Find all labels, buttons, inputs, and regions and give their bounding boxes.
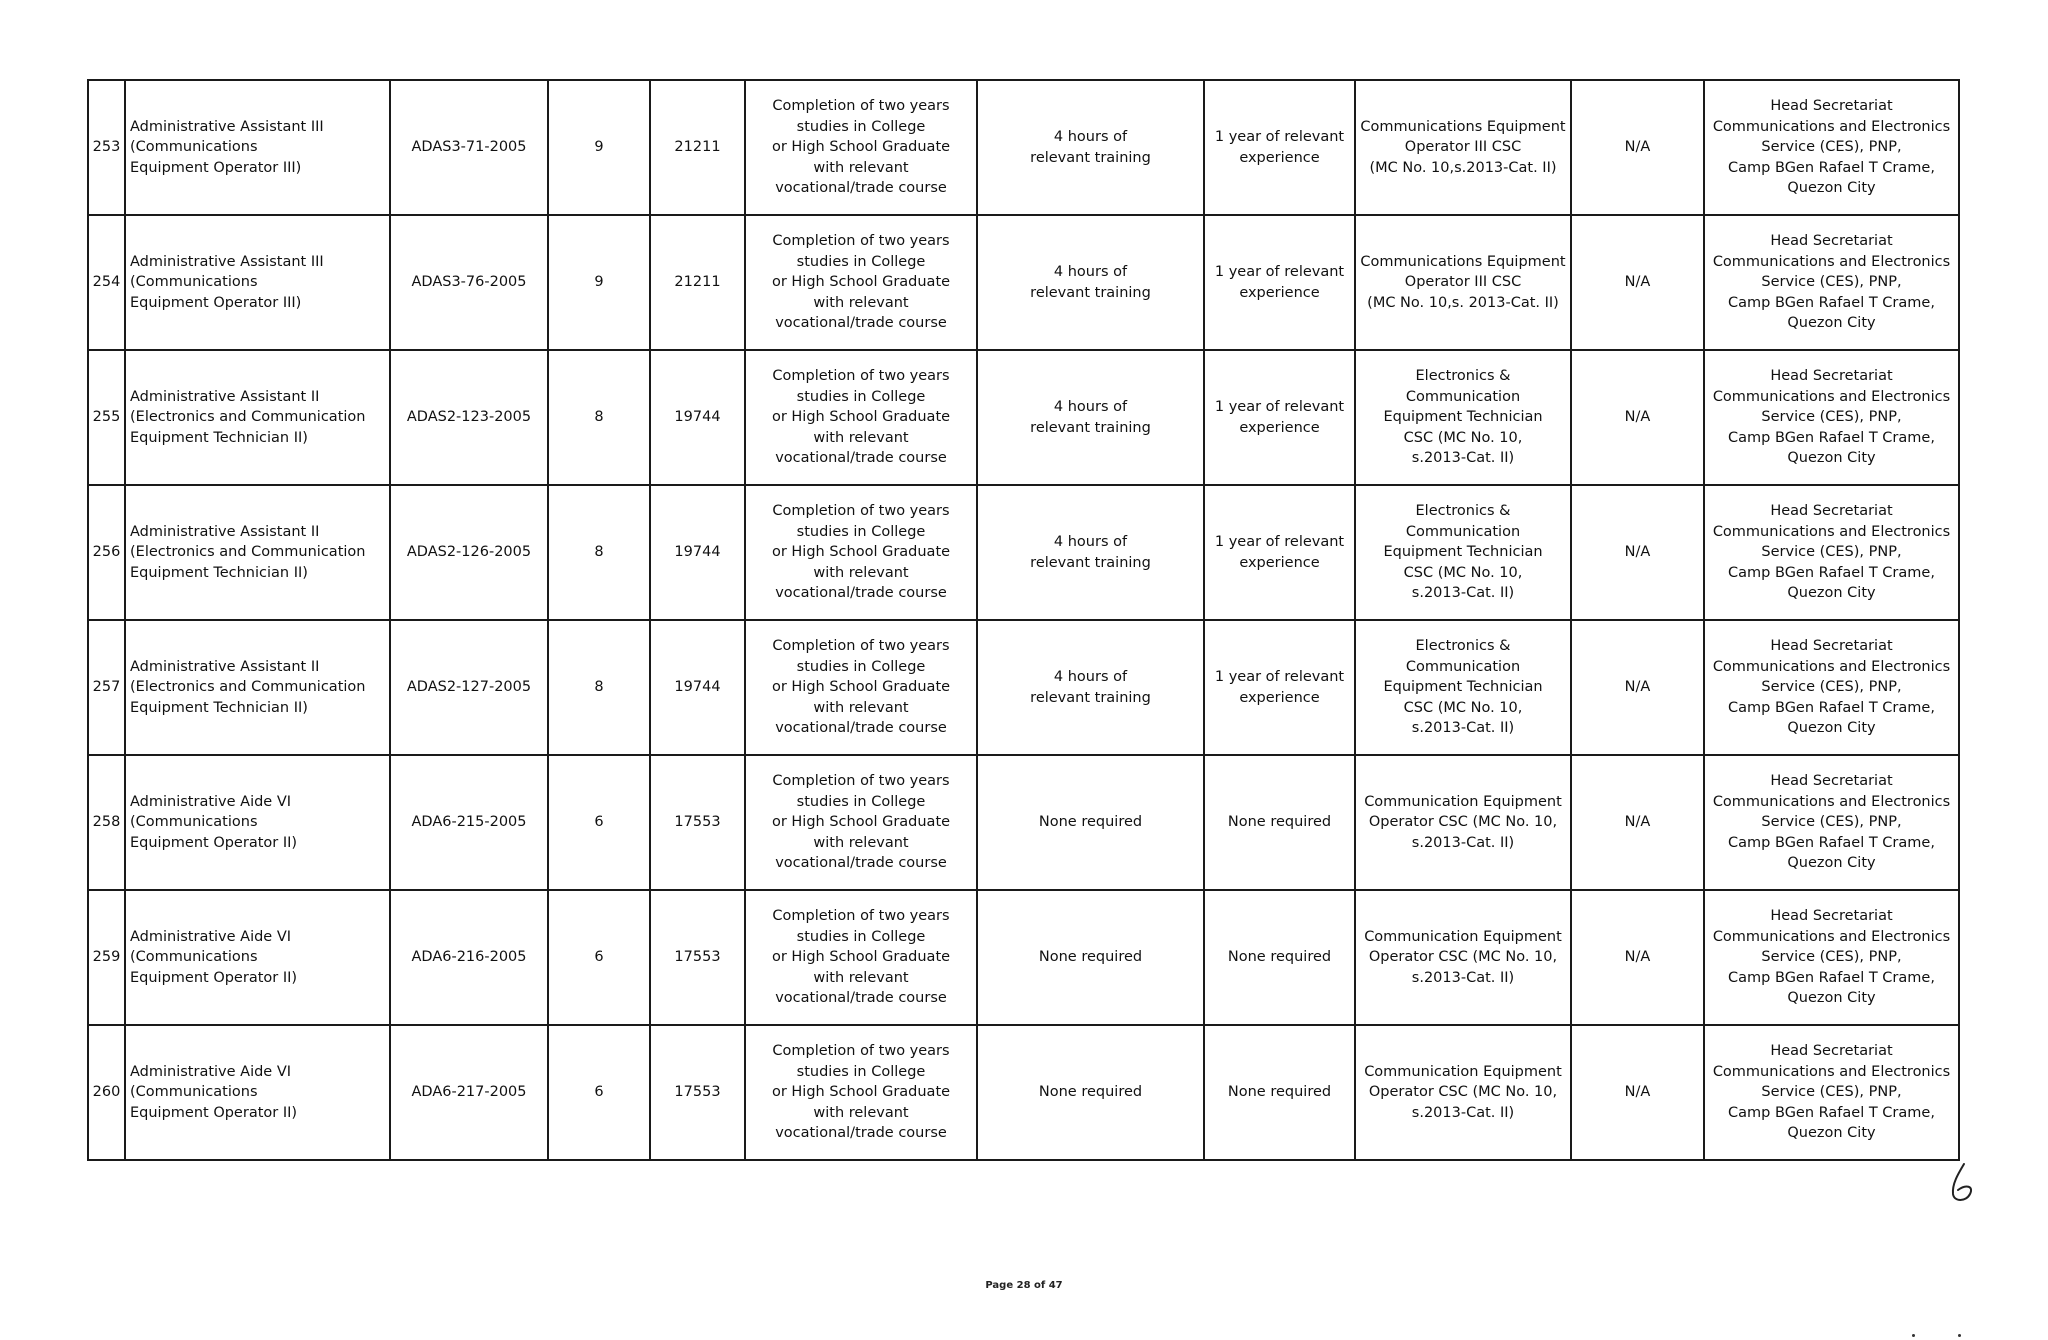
eligibility-requirement: Communications Equipment Operator III CSC (MC No. 10,s. 2013-Cat. II) [1355,215,1571,350]
item-number: ADA6-216-2005 [390,890,548,1025]
row-number: 255 [88,350,125,485]
handwritten-initial-icon [1944,1160,1980,1206]
training-requirement: None required [977,890,1204,1025]
position-title: Administrative Aide VI (Communications Equipment Operator II) [125,755,390,890]
experience-requirement: 1 year of relevant experience [1204,620,1355,755]
place-of-assignment: Head Secretariat Communications and Electronics Service (CES), PNP, Camp BGen Rafael T Crame, Quezon City [1704,350,1959,485]
eligibility-requirement: Electronics & Communication Equipment Technician CSC (MC No. 10, s.2013-Cat. II) [1355,485,1571,620]
salary-grade: 8 [548,485,650,620]
position-title: Administrative Assistant II (Electronics and Communication Equipment Technician II) [125,620,390,755]
monthly-salary: 19744 [650,485,745,620]
row-number: 258 [88,755,125,890]
education-requirement: Completion of two years studies in College or High School Graduate with relevant vocational/trade course [745,620,977,755]
salary-grade: 8 [548,350,650,485]
experience-requirement: 1 year of relevant experience [1204,485,1355,620]
competency: N/A [1571,215,1704,350]
row-number: 260 [88,1025,125,1160]
place-of-assignment: Head Secretariat Communications and Electronics Service (CES), PNP, Camp BGen Rafael T Crame, Quezon City [1704,80,1959,215]
training-requirement: 4 hours of relevant training [977,485,1204,620]
position-title: Administrative Assistant III (Communications Equipment Operator III) [125,215,390,350]
position-title: Administrative Aide VI (Communications Equipment Operator II) [125,1025,390,1160]
item-number: ADAS2-123-2005 [390,350,548,485]
education-requirement: Completion of two years studies in College or High School Graduate with relevant vocational/trade course [745,215,977,350]
salary-grade: 6 [548,890,650,1025]
row-number: 257 [88,620,125,755]
position-title: Administrative Aide VI (Communications Equipment Operator II) [125,890,390,1025]
competency: N/A [1571,350,1704,485]
page-number: Page 28 of 47 [985,1280,1063,1291]
competency: N/A [1571,620,1704,755]
row-number: 253 [88,80,125,215]
experience-requirement: 1 year of relevant experience [1204,215,1355,350]
monthly-salary: 17553 [650,890,745,1025]
competency: N/A [1571,485,1704,620]
eligibility-requirement: Communication Equipment Operator CSC (MC No. 10, s.2013-Cat. II) [1355,755,1571,890]
education-requirement: Completion of two years studies in College or High School Graduate with relevant vocational/trade course [745,755,977,890]
place-of-assignment: Head Secretariat Communications and Electronics Service (CES), PNP, Camp BGen Rafael T Crame, Quezon City [1704,620,1959,755]
monthly-salary: 21211 [650,80,745,215]
item-number: ADAS2-126-2005 [390,485,548,620]
education-requirement: Completion of two years studies in College or High School Graduate with relevant vocational/trade course [745,485,977,620]
monthly-salary: 21211 [650,215,745,350]
table-row [88,80,1959,215]
training-requirement: 4 hours of relevant training [977,215,1204,350]
place-of-assignment: Head Secretariat Communications and Electronics Service (CES), PNP, Camp BGen Rafael T Crame, Quezon City [1704,755,1959,890]
competency: N/A [1571,755,1704,890]
experience-requirement: None required [1204,890,1355,1025]
scan-speck [1912,1334,1915,1337]
experience-requirement: None required [1204,755,1355,890]
salary-grade: 6 [548,1025,650,1160]
competency: N/A [1571,890,1704,1025]
item-number: ADA6-217-2005 [390,1025,548,1160]
competency: N/A [1571,1025,1704,1160]
position-title: Administrative Assistant II (Electronics and Communication Equipment Technician II) [125,350,390,485]
salary-grade: 8 [548,620,650,755]
table-row [88,620,1959,755]
experience-requirement: 1 year of relevant experience [1204,80,1355,215]
training-requirement: None required [977,1025,1204,1160]
table-row [88,890,1959,1025]
salary-grade: 9 [548,215,650,350]
item-number: ADAS2-127-2005 [390,620,548,755]
position-title: Administrative Assistant III (Communications Equipment Operator III) [125,80,390,215]
salary-grade: 6 [548,755,650,890]
monthly-salary: 19744 [650,350,745,485]
eligibility-requirement: Communication Equipment Operator CSC (MC No. 10, s.2013-Cat. II) [1355,890,1571,1025]
row-number: 256 [88,485,125,620]
scan-speck [1958,1334,1961,1337]
table-row [88,755,1959,890]
training-requirement: None required [977,755,1204,890]
table-row [88,485,1959,620]
table-row [88,1025,1959,1160]
item-number: ADA6-215-2005 [390,755,548,890]
eligibility-requirement: Communication Equipment Operator CSC (MC No. 10, s.2013-Cat. II) [1355,1025,1571,1160]
training-requirement: 4 hours of relevant training [977,350,1204,485]
education-requirement: Completion of two years studies in College or High School Graduate with relevant vocational/trade course [745,80,977,215]
row-number: 259 [88,890,125,1025]
monthly-salary: 19744 [650,620,745,755]
salary-grade: 9 [548,80,650,215]
row-number: 254 [88,215,125,350]
table-row [88,215,1959,350]
place-of-assignment: Head Secretariat Communications and Electronics Service (CES), PNP, Camp BGen Rafael T Crame, Quezon City [1704,485,1959,620]
competency: N/A [1571,80,1704,215]
education-requirement: Completion of two years studies in College or High School Graduate with relevant vocational/trade course [745,890,977,1025]
place-of-assignment: Head Secretariat Communications and Electronics Service (CES), PNP, Camp BGen Rafael T Crame, Quezon City [1704,215,1959,350]
place-of-assignment: Head Secretariat Communications and Electronics Service (CES), PNP, Camp BGen Rafael T Crame, Quezon City [1704,1025,1959,1160]
monthly-salary: 17553 [650,755,745,890]
eligibility-requirement: Electronics & Communication Equipment Technician CSC (MC No. 10, s.2013-Cat. II) [1355,350,1571,485]
eligibility-requirement: Communications Equipment Operator III CSC (MC No. 10,s.2013-Cat. II) [1355,80,1571,215]
training-requirement: 4 hours of relevant training [977,620,1204,755]
place-of-assignment: Head Secretariat Communications and Electronics Service (CES), PNP, Camp BGen Rafael T Crame, Quezon City [1704,890,1959,1025]
eligibility-requirement: Electronics & Communication Equipment Technician CSC (MC No. 10, s.2013-Cat. II) [1355,620,1571,755]
table-row [88,350,1959,485]
item-number: ADAS3-76-2005 [390,215,548,350]
experience-requirement: None required [1204,1025,1355,1160]
experience-requirement: 1 year of relevant experience [1204,350,1355,485]
monthly-salary: 17553 [650,1025,745,1160]
education-requirement: Completion of two years studies in College or High School Graduate with relevant vocational/trade course [745,350,977,485]
position-title: Administrative Assistant II (Electronics and Communication Equipment Technician II) [125,485,390,620]
education-requirement: Completion of two years studies in College or High School Graduate with relevant vocational/trade course [745,1025,977,1160]
positions-table [87,79,1960,1161]
item-number: ADAS3-71-2005 [390,80,548,215]
training-requirement: 4 hours of relevant training [977,80,1204,215]
